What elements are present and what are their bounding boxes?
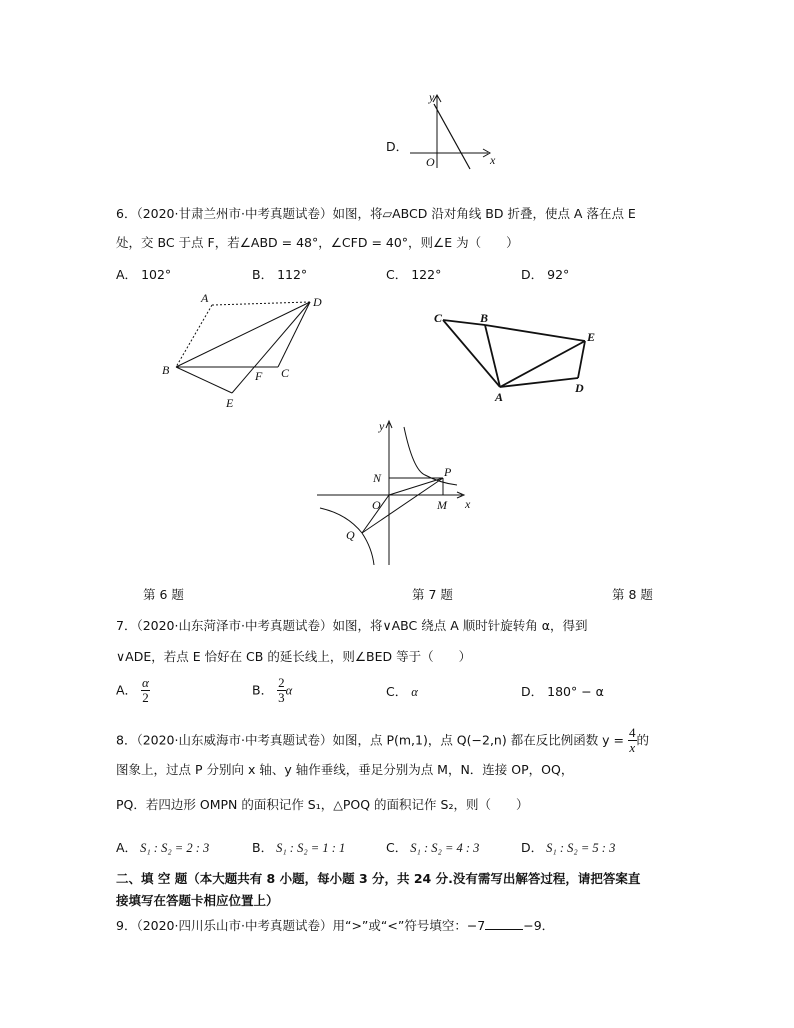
point-e-label: E xyxy=(226,396,234,410)
point-m-label: M xyxy=(437,498,447,512)
q9-answer-blank[interactable] xyxy=(485,917,523,930)
point-d-label: D xyxy=(575,381,584,395)
q6-option-c: C． 122° xyxy=(386,267,442,282)
caption-fig8: 第 8 题 xyxy=(612,587,653,602)
caption-fig7: 第 7 题 xyxy=(412,587,453,602)
q8-option-d: D． S₁ : S₂ = 5 : 3 xyxy=(521,840,616,855)
point-p-label: P xyxy=(444,465,452,479)
origin-label: O xyxy=(426,155,435,169)
q8-figure xyxy=(312,415,482,570)
point-q-label: Q xyxy=(346,528,355,542)
q6-figure xyxy=(158,290,328,410)
section2-heading-line1: 二、填 空 题（本大题共有 8 小题，每小题 3 分，共 24 分.没有需写出解答过程，请把答案直 xyxy=(116,871,641,886)
q6-source: （2020·甘肃兰州市·中考真题试卷） xyxy=(136,206,333,221)
point-o-label: O xyxy=(372,498,381,512)
q8-option-b: B． S₁ : S₂ = 1 : 1 xyxy=(252,840,346,855)
q7-source: （2020·山东菏泽市·中考真题试卷） xyxy=(136,618,333,633)
q8-number: 8． xyxy=(116,732,137,748)
q5-option-d-label: D． xyxy=(386,139,409,154)
y-axis-label: y xyxy=(379,419,385,433)
q9-stem-text-b: −9． xyxy=(523,918,555,933)
q8-source: （2020·山东威海市·中考真题试卷） xyxy=(136,732,333,748)
q5-option-d-graph xyxy=(410,90,500,170)
q6-stem-line1 xyxy=(116,206,636,222)
x-axis-label: x xyxy=(490,153,496,167)
point-c-label: C xyxy=(434,311,443,325)
q6-option-d: D． 92° xyxy=(521,267,570,282)
point-f-label: F xyxy=(255,369,263,383)
point-n-label: N xyxy=(373,471,382,485)
q6-option-b: B． 112° xyxy=(252,267,308,282)
q8-stem-line1: 8．（2020·山东威海市·中考真题试卷）如图，点 P(m,1)，点 Q(−2,n) 都在反比例函数 y = $\frac{4}{x}$ 的 xyxy=(116,725,650,755)
section2-heading-line2: 接填写在答题卡相应位置上） xyxy=(116,893,279,908)
q7-figure xyxy=(430,305,610,405)
q7-stem-line1 xyxy=(116,618,587,634)
point-a-label: A xyxy=(201,291,209,305)
q7-number: 7． xyxy=(116,618,137,633)
q7-option-a: A． $\frac{\alpha}{2}$ xyxy=(116,675,149,705)
point-c-label: C xyxy=(281,366,290,380)
q9-number: 9． xyxy=(116,918,137,933)
x-axis-label: x xyxy=(465,497,471,511)
q7-stem-text: 如图，将∨ABC 绕点 A 顺时针旋转角 α，得到 xyxy=(332,618,588,633)
caption-fig6: 第 6 题 xyxy=(143,587,184,602)
point-a-label: A xyxy=(495,390,504,404)
q7-option-c: C． α xyxy=(386,684,418,699)
q8-stem-text: 如图，点 P(m,1)，点 Q(−2,n) 都在反比例函数 y = xyxy=(332,732,625,748)
q8-option-c: C． S₁ : S₂ = 4 : 3 xyxy=(386,840,480,855)
q6-stem-text: 如图，将▱ABCD 沿对角线 BD 折叠，使点 A 落在点 E xyxy=(332,206,636,221)
point-b-label: B xyxy=(480,311,489,325)
q7-stem-line2: ∨ADE，若点 E 恰好在 CB 的延长线上，则∠BED 等于（ ） xyxy=(116,649,472,664)
q9-stem xyxy=(116,917,554,934)
y-axis-label: y xyxy=(429,90,435,104)
q8-stem-line2: 图象上，过点 P 分别向 x 轴、y 轴作垂线，垂足分别为点 M，N．连接 OP，OQ， xyxy=(116,762,574,777)
q6-stem-line2: 处，交 BC 于点 F，若∠ABD = 48°，∠CFD = 40°，则∠E 为（ ） xyxy=(116,235,519,250)
q7-option-d: D． 180° − α xyxy=(521,684,604,699)
q9-stem-text-a: 用“>”或“<”符号填空：−7 xyxy=(332,918,486,933)
point-e-label: E xyxy=(587,330,596,344)
point-d-label: D xyxy=(313,295,322,309)
q9-source: （2020·四川乐山市·中考真题试卷） xyxy=(136,918,333,933)
point-b-label: B xyxy=(162,363,170,377)
q6-number: 6． xyxy=(116,206,137,221)
q6-option-a: A． 102° xyxy=(116,267,172,282)
q8-option-a: A． S₁ : S₂ = 2 : 3 xyxy=(116,840,210,855)
q7-option-b: B． $\frac{2}{3}$ α xyxy=(252,675,293,705)
q8-stem-line3: PQ．若四边形 OMPN 的面积记作 S₁，△POQ 的面积记作 S₂，则（ ） xyxy=(116,797,529,812)
